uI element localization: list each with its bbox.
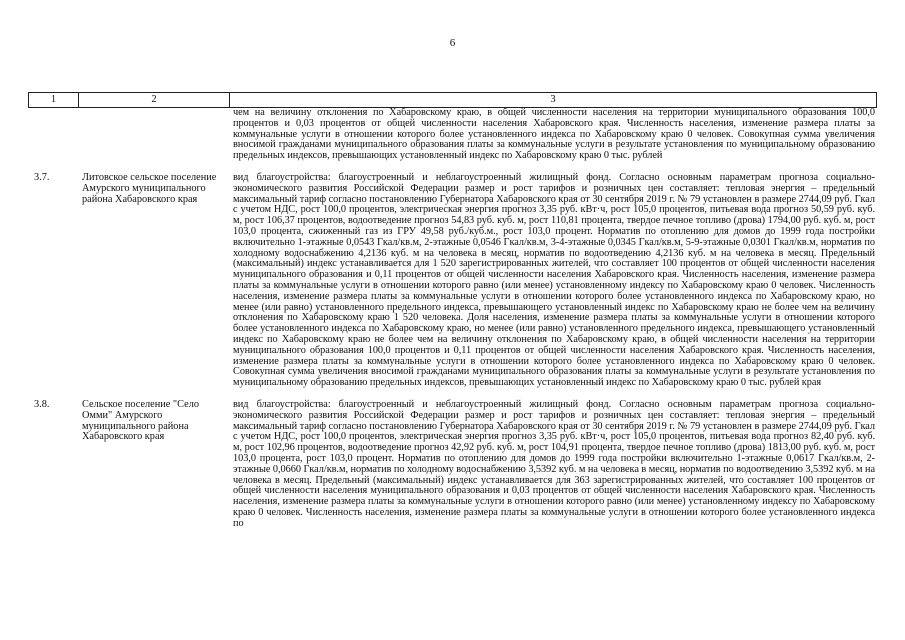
municipality-name [78, 108, 229, 162]
row-description: вид благоустройства: благоустроенный и неблагоустроенный жилищный фонд. Согласно основным параметрам прогноза социально-экономического развития Российской Федерации размер и рост тарифов и розничных цен составляет: тепловая энергия – предельный максимальный тариф согласно постановлению Губернатора Хабаровского края от 30 сентября 2019 г. № 79 установлен в размере 2744,09 руб. Гкал с учетом НДС, рост 100,0 процентов, электрическая энергия прогноз 3,35 руб. кВт·ч, рост 105,0 процентов, питьевая вода прогноз 82,40 руб. куб. м, рост 102,96 процентов, водоотведение прогноз 42,92 руб. куб. м, рост 104,91 процента, твердое печное топливо (дрова) 1813,00 руб. куб. м, рост 103,0 процента, рост 103,0 процент. Норматив по отоплению для домов до 1999 года постройки включительно 1-этажные 0,0617 Гкал/кв.м, 2-этажные 0,0660 Гкал/кв.м, норматив по холодному водоснабжению 3,5392 куб. м на человека в месяц, норматив по водоотведению 3,5392 куб. м на человека в месяц. Предельный (максимальный) индекс устанавливается для 363 зарегистрированных жителей, что составляет 100 процентов от общей численности населения муниципального образования и 0,03 процентов от общей численности населения Хабаровского края. Численность населения, изменение размера платы за коммунальные услуги в отношении которого равно (или менее) установленному индексу по Хабаровскому краю 0 человек. Численность населения, изменение размера платы за коммунальные услуги в отношении которого более установленного индекса по [233, 398, 875, 529]
table-row [28, 173, 877, 389]
table-header-row [28, 92, 877, 108]
column-header-1: 1 [28, 93, 78, 107]
tariff-table [28, 92, 877, 529]
row-number [28, 108, 78, 162]
row-number: 3.7. [34, 171, 50, 183]
page-number: 6 [449, 37, 456, 49]
municipality-name: Сельское поселение "Село Омми" Амурского муниципального района Хабаровского края [82, 398, 199, 443]
municipality-name: Литовское сельское поселение Амурского муниципального района Хабаровского края [82, 171, 217, 205]
column-header-2: 2 [78, 93, 229, 107]
table-row [28, 108, 877, 162]
column-header-3: 3 [229, 93, 877, 107]
row-description: чем на величину отклонения по Хабаровскому краю, в общей численности населения на территории муниципального образования 100,0 процентов и 0,03 процентов от общей численности населения Хабаровского края. Численность населения, изменение размера платы за коммунальные услуги в отношении которого более установленного индекса по Хабаровскому краю 0 человек. Совокупная сумма увеличения вносимой гражданами муниципального образования платы за коммунальные услуги в результате установления по муниципальному образованию предельных индексов, превышающих установленный индекс по Хабаровскому краю 0 тыс. рублей [233, 107, 875, 162]
table-row [28, 400, 877, 530]
row-number: 3.8. [34, 398, 50, 410]
row-description: вид благоустройства: благоустроенный и неблагоустроенный жилищный фонд. Согласно основным параметрам прогноза социально-экономического развития Российской Федерации размер и рост тарифов и розничных цен составляет: тепловая энергия – предельный максимальный тариф согласно постановлению Губернатора Хабаровского края от 30 сентября 2019 г. № 79 установлен в размере 2744,09 руб. Гкал с учетом НДС, рост 100,0 процентов, электрическая энергия прогноз 3,35 руб. кВт·ч, рост 105,0 процентов, питьевая вода прогноз 50,59 руб. куб. м, рост 106,37 процентов, водоотведение прогноз 54,83 руб. куб. м, рост 110,81 процента, твердое печное топливо (дрова) 1794,00 руб. куб. м, рост 103,0 процента, сжиженный газ из ГРУ 49,58 руб./куб.м., рост 103,0 процент. Норматив по отоплению для домов до 1999 года постройки включительно 1-этажные 0,0543 Гкал/кв.м, 2-этажные 0,0546 Гкал/кв.м, 3-4-этажные 0,0345 Гкал/кв.м, 5-9-этажные 0,0301 Гкал/кв.м, норматив по холодному водоснабжению 4,2136 куб. м на человека в месяц, норматив по водоотведению 4,2136 куб. м на человека в месяц. Предельный (максимальный) индекс устанавливается для 1 520 зарегистрированных жителей, что составляет 100 процентов от общей численности населения муниципального образования и 0,11 процентов от общей численности населения Хабаровского края. Численность населения, изменение размера платы за коммунальные услуги в отношении которого равно (или менее) установленному индексу по Хабаровскому краю 0 человек. Численность населения, изменение размера платы за коммунальные услуги в отношении которого более установленного индекса по Хабаровскому краю, но менее (или равно) установленного предельного индекса, превышающего установленный индекс по Хабаровскому краю не более чем на величину отклонения по Хабаровскому краю 1 520 человека. Доля населения, изменение размера платы за коммунальные услуги в отношении которого более установленного индекса по Хабаровскому краю, но менее (или равно) установленного предельного индекса, превышающего установленный индекс по Хабаровскому краю не более чем на величину отклонения по Хабаровскому краю, в общей численности населения на территории муниципального образования 100,0 процентов и 0,11 процентов от общей численности населения Хабаровского края. Численность населения, изменение размера платы за коммунальные услуги в отношении которого более установленного индекса по Хабаровскому краю 0 человек. Совокупная сумма увеличения вносимой гражданами муниципального образования платы за коммунальные услуги в результате установления по муниципальному образованию предельных индексов, превышающих установленный индекс по Хабаровскому краю 0 тыс. рублей края [233, 171, 875, 389]
